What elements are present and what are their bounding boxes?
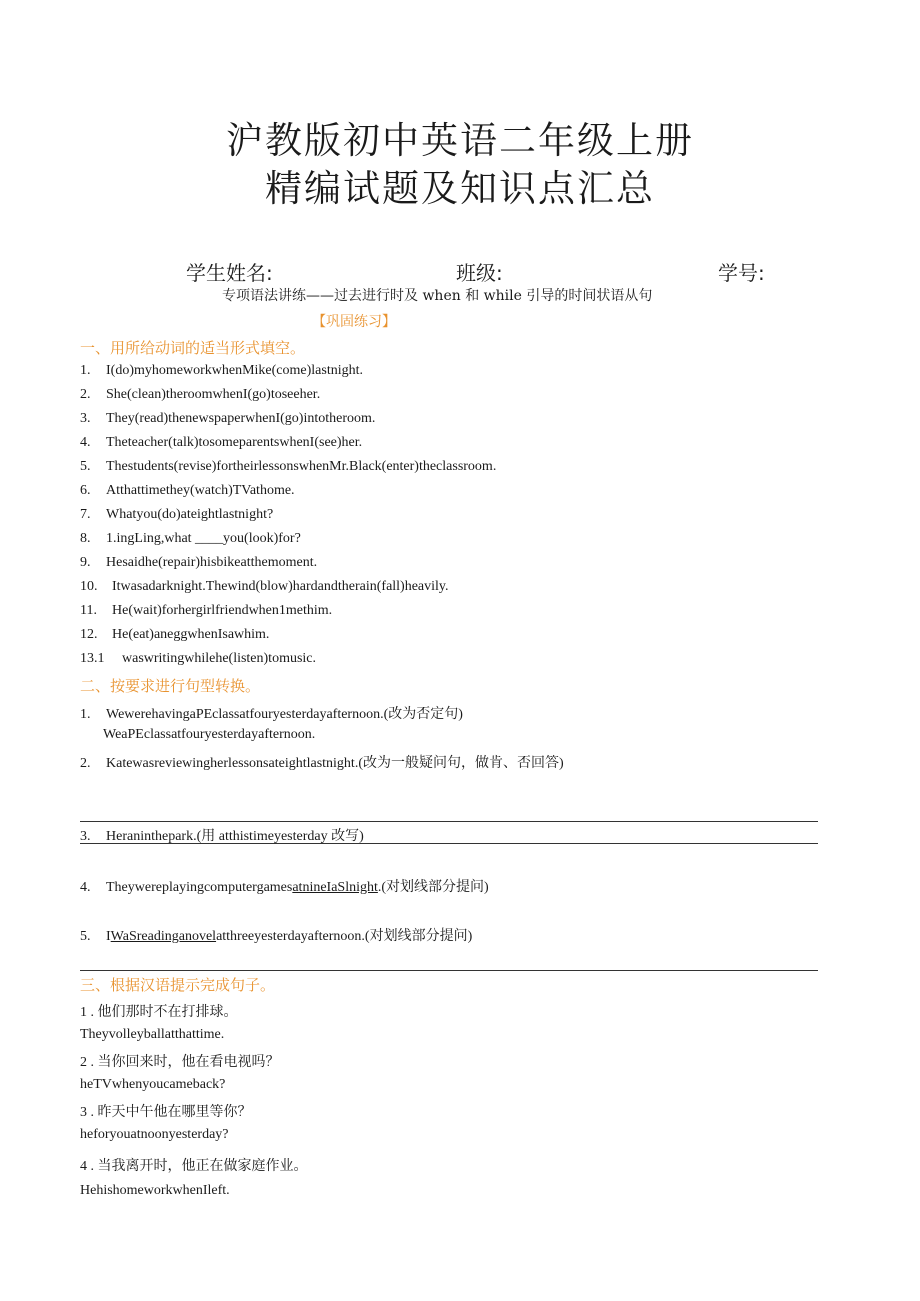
item-text: She(clean)theroomwhenI(go)toseeher. [106, 387, 321, 402]
section1-item [80, 387, 320, 403]
doc-title-line1: 沪教版初中英语二年级上册 [226, 119, 694, 162]
item-text: Thestudents(revise)fortheirlessonswhenMr.Black(enter)theclassroom. [106, 459, 497, 474]
item-text-pre: I [106, 929, 111, 944]
section3-item-cn: 1 . 他们那时不在打排球。 [80, 1005, 238, 1020]
section2-question-1-answer: WeaPEclassatfouryesterdayafternoon. [103, 727, 316, 742]
answer-line [80, 970, 818, 971]
section1-item [80, 411, 375, 427]
subtitle: 专项语法讲练——过去进行时及 when 和 while 引导的时间状语从句 [222, 288, 653, 304]
section2-question-5 [80, 925, 472, 945]
section2-heading: 二、按要求进行句型转换。 [80, 677, 261, 695]
section1-item [80, 435, 362, 451]
section1-item [80, 579, 449, 595]
underlined-part: atnineIaSlnight [292, 880, 378, 895]
doc-title-line2: 精编试题及知识点汇总 [265, 167, 655, 210]
section3-item-en: heTVwhenyoucameback? [80, 1077, 226, 1092]
section3-item-cn: 3 . 昨天中午他在哪里等你？ [80, 1105, 252, 1120]
item-text: waswritingwhilehe(listen)tomusic. [122, 651, 317, 666]
item-number: 9. [80, 555, 91, 570]
item-number: 6. [80, 483, 91, 498]
section3-item-cn: 4 . 当我离开时，他正在做家庭作业。 [80, 1159, 308, 1174]
item-number: 3. [80, 411, 91, 426]
item-text: Hesaidhe(repair)hisbikeatthemoment. [106, 555, 318, 570]
item-text: Itwasadarknight.Thewind(blow)hardandtherain(fall)heavily. [112, 579, 449, 594]
section3-item-en: heforyouatnoonyesterday? [80, 1127, 229, 1142]
item-number: 1. [80, 363, 91, 378]
item-number: 1. [80, 707, 91, 722]
item-text: Heraninthepark.(用 atthistimeyesterday 改写) [106, 829, 364, 844]
item-text: WewerehavingaPEclassatfouryesterdayafternoon.(改为否定句) [106, 707, 463, 722]
section1-item [80, 627, 269, 643]
class-label: 班级: [456, 261, 503, 285]
item-text: I(do)myhomeworkwhenMike(come)lastnight. [106, 363, 363, 378]
item-text-post: atthreeyesterdayafternoon.(对划线部分提问) [216, 929, 473, 944]
answer-line [80, 843, 818, 844]
item-number: 2. [80, 756, 91, 771]
item-text: Theteacher(talk)tosomeparentswhenI(see)her. [106, 435, 363, 450]
section1-item [80, 507, 273, 523]
underlined-part: WaSreadinganovel [110, 929, 217, 944]
student-name-label: 学生姓名: [186, 261, 273, 285]
section2-question-2 [80, 752, 564, 772]
item-text: He(eat)aneggwhenIsawhim. [112, 627, 270, 642]
section3-item-en: HehishomeworkwhenIleft. [80, 1183, 230, 1198]
item-text-pre: Theywereplayingcomputergames [106, 880, 293, 895]
section3-item-en: Theyvolleyballatthattime. [80, 1027, 225, 1042]
item-number: 2. [80, 387, 91, 402]
item-number: 3. [80, 829, 91, 844]
item-number: 4. [80, 880, 91, 895]
item-text: Katewasreviewingherlessonsateightlastnight.(改为一般疑问句，做肯、否回答) [106, 756, 564, 771]
item-number: 5. [80, 459, 91, 474]
item-number: 8. [80, 531, 91, 546]
section1-heading: 一、用所给动词的适当形式填空。 [80, 339, 306, 357]
section2-question-1 [80, 703, 463, 723]
item-number: 5. [80, 929, 91, 944]
item-text-post: .(对划线部分提问) [377, 880, 489, 895]
section1-item [80, 603, 332, 619]
section3-item-cn: 2 . 当你回来时，他在看电视吗？ [80, 1055, 280, 1070]
section1-item [80, 531, 301, 547]
item-text: They(read)thenewspaperwhenI(go)intotheroom. [106, 411, 376, 426]
item-text: 1.ingLing,what ____you(look)for? [106, 531, 301, 546]
item-number: 4. [80, 435, 91, 450]
section1-item [80, 459, 496, 475]
section1-item [80, 363, 363, 379]
student-id-label: 学号: [718, 261, 765, 285]
section3-heading: 三、根据汉语提示完成句子。 [80, 976, 276, 994]
item-number: 11. [80, 603, 97, 618]
answer-line [80, 821, 818, 822]
item-number: 12. [80, 627, 98, 642]
item-number: 10. [80, 579, 98, 594]
section1-item [80, 555, 317, 571]
item-number: 7. [80, 507, 91, 522]
item-number: 13.1 [80, 651, 105, 666]
item-text: Whatyou(do)ateightlastnight? [106, 507, 274, 522]
item-text: Atthattimethey(watch)TVathome. [106, 483, 295, 498]
practice-tag: 【巩固练习】 [312, 314, 396, 330]
section2-question-3 [80, 825, 364, 845]
section1-item [80, 483, 295, 499]
section1-item [80, 651, 316, 667]
section2-question-4 [80, 876, 489, 896]
item-text: He(wait)forhergirlfriendwhen1methim. [112, 603, 333, 618]
